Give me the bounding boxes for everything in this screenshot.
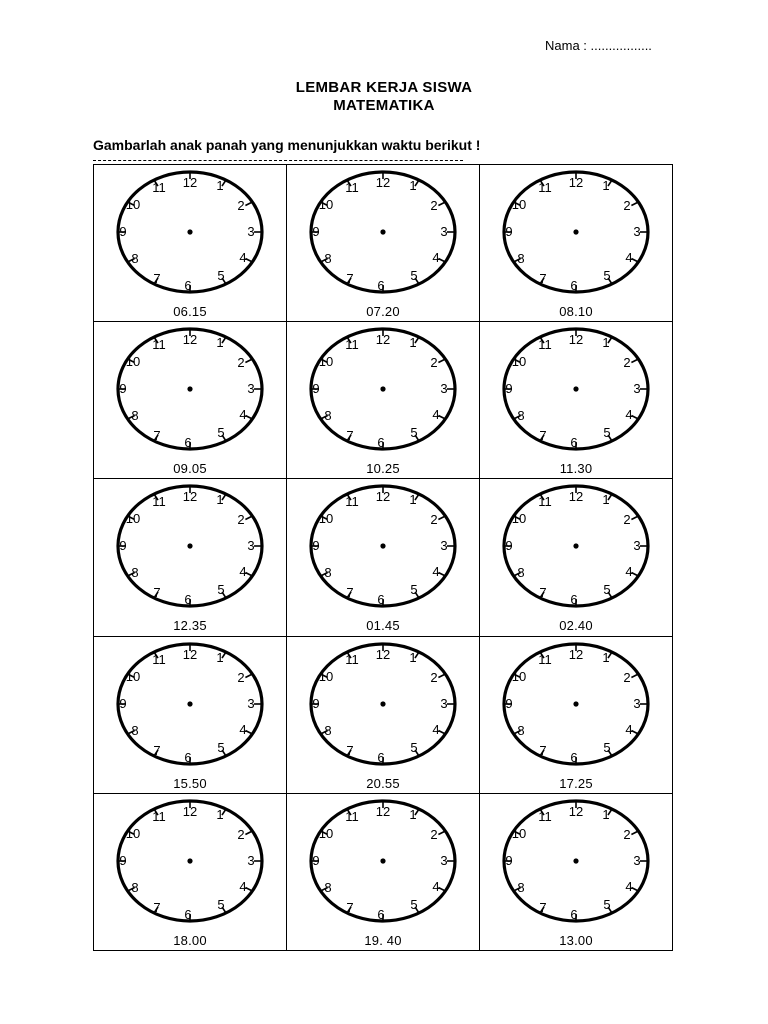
time-label: 06.15 [173,304,207,319]
clock-number: 8 [324,722,332,738]
clock-number: 9 [505,224,513,239]
clock-tick [438,516,445,520]
clock-cell [480,794,673,951]
clock-number: 8 [131,722,139,738]
clock-number: 12 [375,646,391,662]
clock-number: 6 [184,435,192,451]
clock-number: 12 [182,646,198,662]
clock-number: 6 [570,592,578,608]
clock-number: 11 [152,494,166,510]
clock-number: 10 [318,668,334,684]
clock-face-icon[interactable] [307,326,460,452]
clock-number: 6 [570,278,578,293]
clock-number: 6 [377,749,385,765]
clock-number: 7 [346,899,354,915]
clock-face-icon[interactable] [307,169,460,295]
clock-number: 6 [377,278,385,293]
clock-number: 9 [119,224,127,239]
clock-tick [245,831,252,835]
time-label: 20.55 [366,775,400,791]
clock-number: 11 [538,651,552,667]
clock-number: 7 [346,742,354,758]
clock-number: 4 [625,721,633,737]
clock-number: 3 [633,224,641,239]
clock-number: 7 [539,585,547,601]
clock-number: 5 [603,425,611,441]
clock-number: 11 [345,651,359,667]
clock-center-dot [573,387,578,392]
clock-face-icon[interactable] [307,483,460,609]
clock-number: 12 [568,332,584,348]
clock-tick [438,674,445,678]
clock-number: 11 [538,494,552,510]
clock-number: 10 [511,197,527,212]
clock-number: 12 [568,803,584,819]
clock-number: 1 [216,649,224,665]
clock-number: 10 [125,668,141,684]
clock-number: 3 [633,695,641,711]
clock-center-dot [573,701,578,706]
clock-number: 6 [377,906,385,922]
clock-number: 8 [517,565,525,581]
clock-tick [438,202,445,206]
clock-number: 2 [430,826,438,842]
time-label: 12.35 [173,618,207,634]
time-label: 15.50 [173,775,207,791]
clock-number: 12 [182,803,198,819]
clock-number: 3 [440,852,448,868]
clock-number: 11 [345,808,359,824]
clock-center-dot [187,229,192,234]
clock-number: 12 [568,489,584,505]
clock-number: 2 [623,512,631,528]
clock-tick [245,516,252,520]
clock-number: 4 [239,250,247,265]
clock-number: 8 [324,408,332,424]
clock-number: 5 [410,739,418,755]
clock-number: 2 [237,669,245,685]
clock-number: 2 [430,198,438,213]
clock-number: 6 [184,906,192,922]
clock-number: 5 [603,896,611,912]
clock-tick [245,359,252,363]
clock-number: 2 [237,198,245,213]
clock-center-dot [380,701,385,706]
clock-face-icon[interactable] [500,798,653,924]
clock-cell [94,794,287,951]
clock-number: 3 [247,224,255,239]
time-label: 01.45 [366,618,400,634]
clock-cell [287,479,480,636]
clock-number: 2 [237,826,245,842]
clock-number: 7 [539,271,547,286]
clock-number: 2 [623,355,631,371]
clock-number: 7 [539,899,547,915]
clock-number: 5 [410,425,418,441]
clock-number: 2 [623,826,631,842]
clock-number: 9 [312,852,320,868]
clock-number: 12 [182,332,198,348]
clock-number: 9 [119,695,127,711]
clock-cell [94,165,287,322]
clock-number: 1 [409,492,417,508]
clock-number: 4 [625,407,633,423]
clock-number: 4 [239,407,247,423]
clock-number: 6 [377,435,385,451]
clock-number: 5 [410,896,418,912]
clock-cell [287,637,480,794]
clock-number: 5 [217,582,225,598]
clock-number: 9 [312,224,320,239]
clock-number: 2 [623,669,631,685]
clock-number: 3 [440,695,448,711]
clock-face-icon[interactable] [114,483,267,609]
clock-number: 11 [345,494,359,510]
clock-number: 10 [511,668,527,684]
clock-number: 10 [511,354,527,370]
clock-cell [94,322,287,479]
clock-number: 4 [432,250,440,265]
clock-number: 2 [237,355,245,371]
clock-number: 7 [153,428,161,444]
clock-number: 7 [346,585,354,601]
clock-number: 3 [440,224,448,239]
clock-number: 12 [375,803,391,819]
clock-number: 9 [505,695,513,711]
clock-number: 9 [505,538,513,554]
clock-number: 9 [119,852,127,868]
clock-number: 10 [125,511,141,527]
clock-face-icon[interactable] [500,169,653,295]
clock-grid [93,164,673,951]
clock-number: 9 [119,538,127,554]
clock-number: 2 [623,198,631,213]
time-label: 09.05 [173,461,207,477]
clock-number: 7 [539,742,547,758]
clock-number: 10 [125,354,141,370]
clock-number: 1 [602,335,610,351]
clock-face-icon[interactable] [114,326,267,452]
clock-number: 12 [182,175,198,190]
clock-number: 11 [538,808,552,824]
clock-number: 6 [184,592,192,608]
clock-number: 5 [217,268,225,283]
clock-cell [480,637,673,794]
clock-number: 3 [247,538,255,554]
clock-number: 2 [430,512,438,528]
clock-number: 12 [375,489,391,505]
clock-number: 2 [237,512,245,528]
clock-cell [480,322,673,479]
clock-number: 6 [570,906,578,922]
clock-tick [631,516,638,520]
clock-tick [438,359,445,363]
clock-number: 8 [131,251,139,266]
clock-face-icon[interactable] [307,641,460,767]
clock-number: 10 [511,825,527,841]
clock-number: 3 [440,381,448,397]
clock-face-icon[interactable] [500,326,653,452]
time-label: 02.40 [559,618,593,634]
clock-number: 11 [538,337,552,353]
time-label: 18.00 [173,932,207,948]
clock-center-dot [380,858,385,863]
clock-center-dot [380,229,385,234]
clock-number: 6 [184,749,192,765]
clock-number: 2 [430,355,438,371]
clock-number: 7 [153,271,161,286]
clock-cell [287,165,480,322]
clock-number: 4 [239,721,247,737]
clock-center-dot [573,858,578,863]
clock-number: 12 [375,332,391,348]
clock-number: 8 [324,879,332,895]
clock-number: 12 [568,646,584,662]
clock-number: 12 [375,175,391,190]
clock-cell [480,479,673,636]
clock-number: 1 [602,178,610,193]
clock-number: 4 [625,250,633,265]
clock-center-dot [187,387,192,392]
clock-number: 12 [568,175,584,190]
time-label: 13.00 [559,932,593,948]
clock-number: 9 [119,381,127,397]
clock-tick [631,202,638,206]
clock-tick [245,674,252,678]
clock-number: 4 [239,878,247,894]
clock-number: 5 [410,582,418,598]
clock-number: 8 [131,408,139,424]
clock-number: 5 [603,739,611,755]
clock-number: 9 [312,695,320,711]
clock-cell [480,165,673,322]
clock-number: 3 [633,852,641,868]
clock-face-icon[interactable] [114,169,267,295]
instruction-text: Gambarlah anak panah yang menunjukkan waktu berikut ! [93,137,481,153]
clock-number: 1 [216,806,224,822]
clock-number: 1 [602,492,610,508]
clock-number: 7 [539,428,547,444]
page-title: LEMBAR KERJA SISWA [295,79,473,96]
clock-number: 5 [603,582,611,598]
clock-number: 7 [346,428,354,444]
clock-center-dot [380,544,385,549]
clock-number: 8 [517,722,525,738]
clock-number: 8 [517,408,525,424]
clock-number: 4 [432,407,440,423]
clock-number: 4 [625,564,633,580]
clock-number: 1 [602,806,610,822]
name-field[interactable]: Nama : ................. [545,38,652,53]
clock-face-icon[interactable] [500,641,653,767]
clock-number: 1 [216,178,224,193]
clock-number: 6 [184,278,192,293]
clock-tick [245,202,252,206]
clock-number: 4 [432,878,440,894]
clock-number: 1 [409,806,417,822]
clock-number: 5 [217,896,225,912]
time-label: 07.20 [366,304,400,319]
time-label: 17.25 [559,775,593,791]
clock-number: 10 [511,511,527,527]
clock-number: 11 [345,337,359,353]
clock-tick [631,674,638,678]
clock-number: 11 [538,180,552,195]
clock-number: 9 [505,381,513,397]
time-label: 10.25 [366,461,400,477]
clock-tick [631,359,638,363]
clock-number: 7 [153,899,161,915]
time-label: 08.10 [559,304,593,319]
clock-cell [94,637,287,794]
clock-number: 11 [152,651,166,667]
clock-number: 5 [410,268,418,283]
clock-number: 11 [152,808,166,824]
clock-number: 3 [440,538,448,554]
clock-number: 3 [633,381,641,397]
dashed-divider [93,160,463,161]
page-subtitle: MATEMATIKA [333,97,435,114]
clock-number: 8 [324,251,332,266]
clock-center-dot [380,387,385,392]
clock-face-icon[interactable] [307,798,460,924]
clock-number: 1 [409,335,417,351]
clock-center-dot [187,701,192,706]
clock-number: 10 [318,825,334,841]
clock-center-dot [187,544,192,549]
clock-number: 5 [217,739,225,755]
clock-tick [438,831,445,835]
clock-number: 4 [239,564,247,580]
clock-number: 9 [312,381,320,397]
clock-number: 7 [346,271,354,286]
clock-tick [631,831,638,835]
clock-number: 8 [131,879,139,895]
clock-number: 10 [318,197,334,212]
clock-number: 1 [216,492,224,508]
clock-number: 5 [603,268,611,283]
time-label: 11.30 [559,461,593,477]
clock-cell [94,479,287,636]
clock-center-dot [573,229,578,234]
clock-number: 11 [345,180,359,195]
clock-number: 5 [217,425,225,441]
clock-number: 8 [324,565,332,581]
clock-number: 7 [153,742,161,758]
clock-number: 10 [318,354,334,370]
clock-number: 4 [432,721,440,737]
clock-face-icon[interactable] [114,798,267,924]
clock-center-dot [573,544,578,549]
clock-face-icon[interactable] [114,641,267,767]
clock-cell [287,794,480,951]
clock-number: 1 [602,649,610,665]
clock-number: 8 [517,251,525,266]
clock-number: 11 [152,337,166,353]
clock-number: 6 [570,749,578,765]
clock-number: 3 [247,381,255,397]
clock-number: 11 [152,180,166,195]
clock-number: 3 [247,852,255,868]
time-label: 19. 40 [364,932,402,948]
clock-number: 6 [377,592,385,608]
clock-number: 2 [430,669,438,685]
clock-number: 8 [517,879,525,895]
clock-number: 1 [409,178,417,193]
clock-number: 9 [505,852,513,868]
clock-number: 6 [570,435,578,451]
clock-number: 10 [125,825,141,841]
clock-number: 1 [216,335,224,351]
clock-number: 10 [125,197,141,212]
clock-center-dot [187,858,192,863]
clock-number: 8 [131,565,139,581]
clock-number: 9 [312,538,320,554]
clock-number: 3 [247,695,255,711]
clock-number: 3 [633,538,641,554]
clock-number: 4 [625,878,633,894]
clock-number: 10 [318,511,334,527]
clock-face-icon[interactable] [500,483,653,609]
clock-cell [287,322,480,479]
clock-number: 7 [153,585,161,601]
clock-number: 12 [182,489,198,505]
clock-number: 1 [409,649,417,665]
clock-number: 4 [432,564,440,580]
